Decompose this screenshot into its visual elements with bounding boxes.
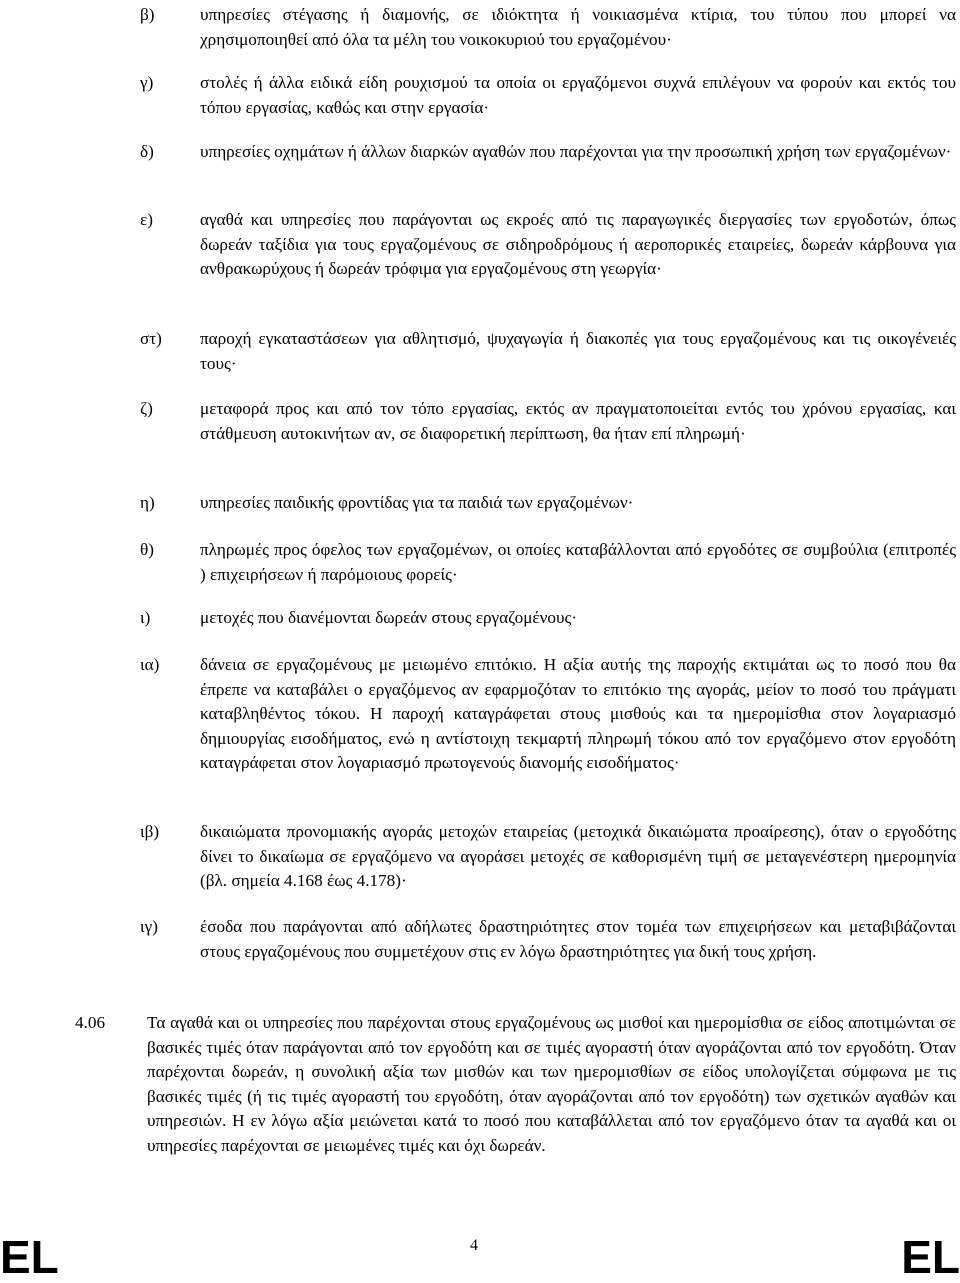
language-mark-right: EL (901, 1231, 960, 1283)
item-text: δάνεια σε εργαζομένους με μειωμένο επιτόκιο. Η αξία αυτής της παροχής εκτιμάται ως το ποσό που θα έπρεπε να καταβάλει ο εργαζόμενος αν εφαρμοζόταν το επιτόκιο της αγοράς, μείον το ποσό του πράγματι καταβληθέντος τόκου. Η παροχή καταγράφεται στους μισθούς και τα ημερομίσθια στον λογαριασμό δημιουργίας εισοδήματος, ενώ η αντίστοιχη τεκμαρτή πληρωμή τόκου από τον εργαζόμενο στον εργοδότη καταγράφεται στον λογαριασμό πρωτογενούς διανομής εισοδήματος· (200, 655, 956, 772)
item-text: αγαθά και υπηρεσίες που παράγονται ως εκροές από τις παραγωγικές διεργασίες των εργοδοτών, όπως δωρεάν ταξίδια για τους εργαζομένους σε σιδηροδρόμους ή αεροπορικές εταιρείες, δωρεάν κάρβουνα για ανθρακωρύχους ή δωρεάν τρόφιμα για εργαζομένους στη γεωργία· (200, 210, 956, 278)
paragraph-text: Τα αγαθά και οι υπηρεσίες που παρέχονται στους εργαζομένους ως μισθοί και ημερομίσθια σε είδος αποτιμώνται σε βασικές τιμές όταν παράγονται από τον εργοδότη και σε τιμές αγοραστή όταν αγοράζονται από τον εργοδότη. Όταν παρέχονται δωρεάν, η συνολική αξία των μισθών και των ημερομισθίων σε είδος υπολογίζεται σύμφωνα με τις βασικές τιμές (ή τις τιμές αγοραστή του εργοδότη, όταν αγοράζονται από τον εργοδότη) των σχετικών αγαθών και υπηρεσιών. Η εν λόγω αξία μειώνεται κατά το ποσό που καταβάλλεται από τον εργαζόμενο όταν τα αγαθά και οι υπηρεσίες παρέχονται σε μειωμένες τιμές και όχι δωρεάν. (147, 1013, 956, 1155)
item-label: β) (140, 5, 155, 24)
list-item (140, 140, 956, 165)
item-label: στ) (140, 329, 162, 348)
paragraph-number: 4.06 (75, 1013, 106, 1032)
item-text: υπηρεσίες παιδικής φροντίδας για τα παιδιά των εργαζομένων· (200, 493, 634, 512)
list-item (140, 820, 956, 894)
list-item (140, 915, 956, 964)
item-text: πληρωμές προς όφελος των εργαζομένων, οι οποίες καταβάλλονται από εργοδότες σε συμβούλια (επιτροπές ) επιχειρήσεων ή παρόμοιους φορείς· (200, 540, 956, 584)
item-text: στολές ή άλλα ειδικά είδη ρουχισμού τα οποία οι εργαζόμενοι συχνά επιλέγουν να φορούν και εκτός του τόπου εργασίας, καθώς και στην εργασία· (200, 73, 956, 117)
language-mark-left: EL (0, 1231, 59, 1283)
list-item (140, 397, 956, 446)
list-item (140, 71, 956, 120)
list-item (140, 606, 956, 631)
item-label: ζ) (140, 399, 153, 418)
item-label: θ) (140, 540, 154, 559)
item-text: υπηρεσίες στέγασης ή διαμονής, σε ιδιόκτητα ή νοικιασμένα κτίρια, του τύπου που μπορεί να χρησιμοποιηθεί από όλα τα μέλη του νοικοκυριού του εργαζομένου· (200, 5, 956, 49)
item-label: ι) (140, 608, 151, 627)
list-item (140, 327, 956, 376)
item-label: ιγ) (140, 917, 158, 936)
item-label: γ) (140, 73, 154, 92)
page-number: 4 (470, 1237, 478, 1254)
item-text: έσοδα που παράγονται από αδήλωτες δραστηριότητες στον τομέα των επιχειρήσεων και μεταβιβάζονται στους εργαζομένους που συμμετέχουν στις εν λόγω δραστηριότητες για δική τους χρήση. (200, 917, 956, 961)
numbered-paragraph (75, 1011, 956, 1158)
item-label: ια) (140, 655, 160, 674)
list-item (140, 491, 956, 516)
list-item (140, 208, 956, 282)
list-item (140, 538, 956, 587)
item-text: υπηρεσίες οχημάτων ή άλλων διαρκών αγαθών που παρέχονται για την προσωπική χρήση των εργαζομένων· (200, 142, 952, 161)
item-text: παροχή εγκαταστάσεων για αθλητισμό, ψυχαγωγία ή διακοπές για τους εργαζομένους και τις οικογένειές τους· (200, 329, 956, 373)
list-item (140, 653, 956, 776)
item-text: δικαιώματα προνομιακής αγοράς μετοχών εταιρείας (μετοχικά δικαιώματα προαίρεσης), όταν ο εργοδότης δίνει το δικαίωμα σε εργαζόμενο να αγοράσει μετοχές σε καθορισμένη τιμή σε μεταγενέστερη ημερομηνία (βλ. σημεία 4.168 έως 4.178)· (200, 822, 956, 890)
item-label: δ) (140, 142, 154, 161)
list-item (140, 3, 956, 52)
item-text: μετοχές που διανέμονται δωρεάν στους εργαζομένους· (200, 608, 578, 627)
item-label: η) (140, 493, 155, 512)
item-text: μεταφορά προς και από τον τόπο εργασίας, εκτός αν πραγματοποιείται εντός του χρόνου εργασίας, και στάθμευση αυτοκινήτων αν, σε διαφορετική περίπτωση, θα ήταν επί πληρωμή· (200, 399, 956, 443)
item-label: ε) (140, 210, 153, 229)
item-label: ιβ) (140, 822, 160, 841)
